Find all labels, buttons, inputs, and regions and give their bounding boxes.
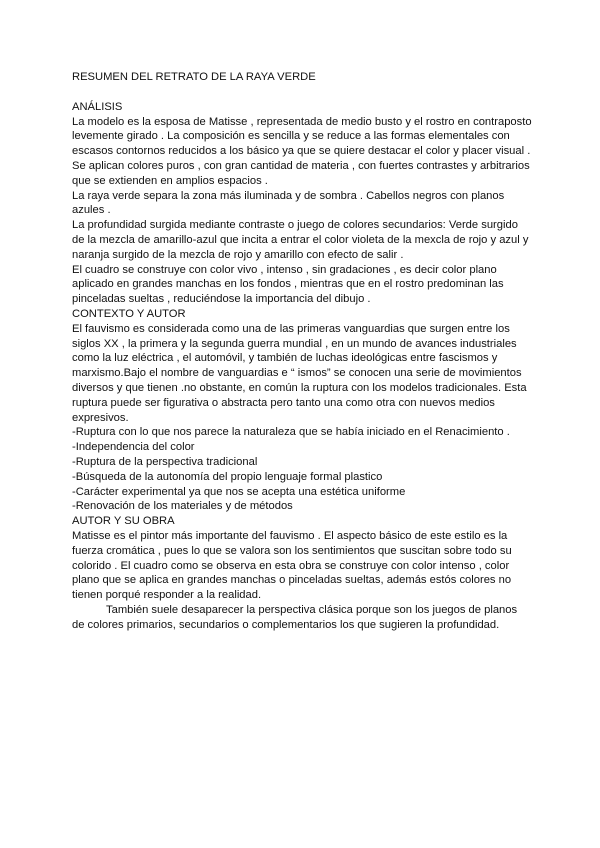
list-item: -Carácter experimental ya que nos se acepta una estética uniforme	[72, 485, 406, 498]
list-item: -Búsqueda de la autonomía del propio lenguaje formal plastico	[72, 470, 383, 483]
list-item: -Independencia del color	[72, 441, 195, 454]
paragraph: La profundidad surgida mediante contraste o juego de colores secundarios: Verde surgido de la mezcla de amarillo-azul que incita a entrar el color violeta de la mexcla de rojo y azul y naranja surgido de la mezcla de rojo y amarillo con efecto de salir .	[72, 219, 529, 261]
section-heading-analisis: ANÁLISIS	[72, 100, 123, 113]
paragraph: La raya verde separa la zona más iluminada y de sombra . Cabellos negros con planos azules .	[72, 189, 505, 217]
document-body	[72, 70, 532, 632]
paragraph: El cuadro se construye con color vivo , intenso , sin gradaciones , es decir color plano aplicado en grandes manchas en los fondos , mientras que en el rostro predominan las pinceladas sueltas , reduciéndose la importancia del dibujo .	[72, 263, 504, 306]
list-item: -Ruptura de la perspectiva tradicional	[72, 455, 258, 468]
section-heading-autor: AUTOR Y SU OBRA	[72, 515, 175, 528]
paragraph: El fauvismo es considerada como una de las primeras vanguardias que surgen entre los siglos XX , la primera y la segunda guerra mundial , en un mundo de avances industriales como la luz eléctrica , el automóvil, y también de luchas ideológicas entre fascismos y marxismo.Bajo el nombre de vanguardias e “ ismos” se conocen una serie de movimientos diversos y que tienen .no obstante, en común la ruptura con los modelos tradicionales. Esta ruptura puede ser figurativa o abstracta pero tanto una como otra con nuevos medios expresivos.	[72, 322, 527, 424]
document-title: RESUMEN DEL RETRATO DE LA RAYA VERDE	[72, 71, 316, 83]
paragraph: La modelo es la esposa de Matisse , representada de medio busto y el rostro en contraposto levemente girado . La composición es sencilla y se reduce a las formas elementales con escasos contornos reducidos a los básico ya que se quiere destacar el color y placer visual .	[72, 115, 532, 158]
paragraph: Matisse es el pintor más importante del fauvismo . El aspecto básico de este estilo es la fuerza cromática , pues lo que se valora son los sentimientos que suscitan sobre todo su colorido . El cuadro como se observa en esta obra se construye con color intenso , color plano que se aplica en grandes manchas o pinceladas sueltas, además estós colores no tienen porqué responder a la realidad.	[72, 529, 512, 602]
section-heading-contexto: CONTEXTO Y AUTOR	[72, 307, 186, 320]
list-item: -Renovación de los materiales y de métodos	[72, 500, 293, 513]
list-item: -Ruptura con lo que nos parece la naturaleza que se había iniciado en el Renacimiento .	[72, 426, 510, 439]
paragraph: Se aplican colores puros , con gran cantidad de materia , con fuertes contrastes y arbitrarios que se extienden en amplios espacios .	[72, 159, 530, 187]
paragraph: También suele desaparecer la perspectiva clásica porque son los juegos de planos de colores primarios, secundarios o complementarios los que sugieren la profundidad.	[72, 603, 518, 631]
